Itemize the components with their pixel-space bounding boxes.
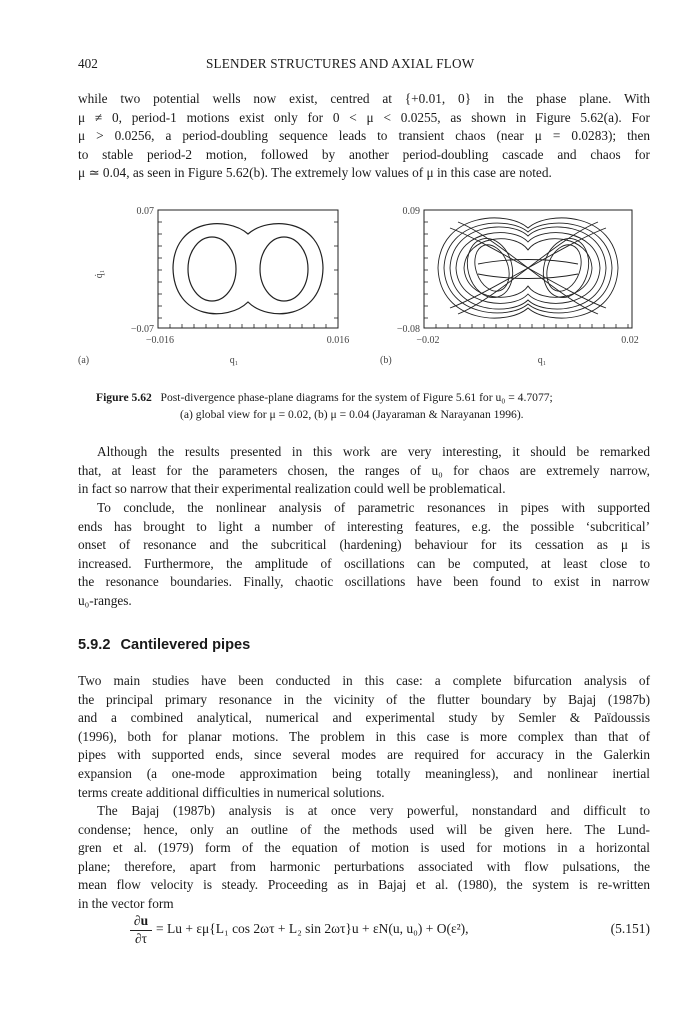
text-line: μ ≃ 0.04, as seen in Figure 5.62(b). The extremely low values of μ in this case are noted. [78, 165, 552, 181]
text-line: terms create additional difficulties in numerical solutions. [78, 784, 385, 800]
chaotic-orbits [438, 218, 618, 318]
text-line: in the vector form [78, 895, 174, 911]
equation-5-151 [130, 913, 650, 957]
panel-a [78, 206, 349, 366]
text-line: Two main studies have been conducted in this case: a complete bifurcation analysis of [78, 673, 650, 688]
equation-number: (5.151) [610, 921, 650, 936]
text-line: μ > 0.0256, a period-doubling sequence leads to transient chaos (near μ = 0.0283); then [78, 128, 650, 144]
panel-b [380, 206, 639, 366]
panel-a-label: (a) [78, 355, 90, 366]
panel-a-x-label: q₁ [229, 355, 239, 366]
paragraph-2 [78, 443, 650, 499]
outer-orbit [173, 224, 323, 314]
caption-label: Figure 5.62 [96, 391, 152, 404]
text-line: gren et al. (1979) form of the equation of motion is used for motions in a horizontal [78, 840, 650, 856]
text-line: mean flow velocity is steady. Proceeding as in Bajaj et al. (1980), the system is re-written [78, 877, 650, 893]
text-line: increased. Furthermore, the amplitude of oscillations can be computed, at least close to [78, 555, 650, 571]
figure-caption [96, 389, 642, 423]
section-title: Cantilevered pipes [120, 637, 251, 653]
caption-line-2: (a) global view for μ = 0.02, (b) μ = 0.04 (Jayaraman & Narayanan 1996). [180, 408, 524, 421]
panel-b-x-right: 0.02 [621, 335, 639, 346]
text-line: that, at least for the parameters chosen, the ranges of u₀ for chaos are extremely narrow, [78, 462, 650, 478]
paragraph-3 [78, 499, 650, 611]
panel-a-x-right: 0.016 [326, 335, 350, 346]
running-header [78, 56, 650, 76]
text-line: plane; therefore, apart from harmonic perturbations associated with flow pulsations, the [78, 858, 650, 874]
page-number: 402 [78, 56, 98, 71]
text-line: (1996), both for planar motions. The problem in this case is more complex than that of [78, 728, 650, 744]
panel-b-label: (b) [380, 355, 392, 366]
text-line: while two potential wells now exist, centred at {+0.01, 0} in the phase plane. With [78, 91, 650, 106]
figure-5-62 [78, 198, 650, 388]
text-line: to stable period-2 motion, followed by another period-doubling cascade and chaos for [78, 146, 650, 162]
text-line: and a combined analytical, numerical and experimental study by Semler & Païdoussis [78, 710, 650, 726]
paragraph-1 [78, 90, 650, 183]
equation-denominator: ∂τ [134, 931, 148, 946]
panel-b-y-top: 0.09 [402, 206, 420, 217]
panel-b-x-left: −0.02 [416, 335, 440, 346]
text-line: ends has brought to light a number of interesting features, e.g. the possible ‘subcritical’ [78, 518, 650, 534]
equation-numerator: ∂u [130, 913, 152, 931]
panel-a-y-bottom: −0.07 [130, 324, 154, 335]
text-line: the principal primary resonance in the vicinity of the flutter boundary by Bajaj (1987b) [78, 691, 650, 707]
text-line: Although the results presented in this work are very interesting, it should be remarked [97, 444, 650, 459]
section-number: 5.9.2 [78, 637, 111, 653]
text-line: condense; hence, only an outline of the methods used will be given here. The Lund- [78, 821, 650, 837]
paragraph-4 [78, 672, 650, 802]
running-title: SLENDER STRUCTURES AND AXIAL FLOW [206, 56, 475, 71]
caption-line-1: Post-divergence phase-plane diagrams for the system of Figure 5.61 for u₀ = 4.7077; [160, 391, 553, 404]
paragraph-5 [78, 802, 650, 914]
equation-body: = Lu + εμ{L₁ cos 2ωτ + L₂ sin 2ωτ}u + εN(u, u₀) + O(ε²), [156, 921, 469, 936]
panel-a-y-top: 0.07 [136, 206, 154, 217]
equation-fraction [130, 913, 152, 947]
text-line: μ ≠ 0, period-1 motions exist only for 0 < μ < 0.0255, as shown in Figure 5.62(a). For [78, 109, 650, 125]
text-line: To conclude, the nonlinear analysis of parametric resonances in pipes with supported [97, 500, 650, 515]
phase-plane-figure [78, 198, 650, 388]
text-line: in fact so narrow that their experimental realization could well be problematical. [78, 481, 506, 497]
text-line: the resonance boundaries. Finally, chaotic oscillations have been found to exist in narrow [78, 574, 650, 590]
panel-a-y-label: q̇₁ [94, 269, 105, 279]
right-well-orbit [260, 237, 308, 301]
section-heading [78, 637, 260, 653]
panel-a-x-left: −0.016 [145, 335, 175, 346]
text-line: u₀-ranges. [78, 592, 132, 608]
text-line: onset of resonance and the subcritical (hardening) behaviour for its cessation as μ is [78, 537, 650, 553]
panel-b-y-bottom: −0.08 [396, 324, 420, 335]
text-line: The Bajaj (1987b) analysis is at once very powerful, nonstandard and difficult to [97, 803, 650, 818]
text-line: expansion (a one-mode approximation being totally meaningless), and nonlinear inertial [78, 765, 650, 781]
left-well-orbit [188, 237, 236, 301]
text-line: pipes with supported ends, since several modes are required for accuracy in the Galerkin [78, 747, 650, 763]
panel-b-x-label: q₁ [537, 355, 547, 366]
